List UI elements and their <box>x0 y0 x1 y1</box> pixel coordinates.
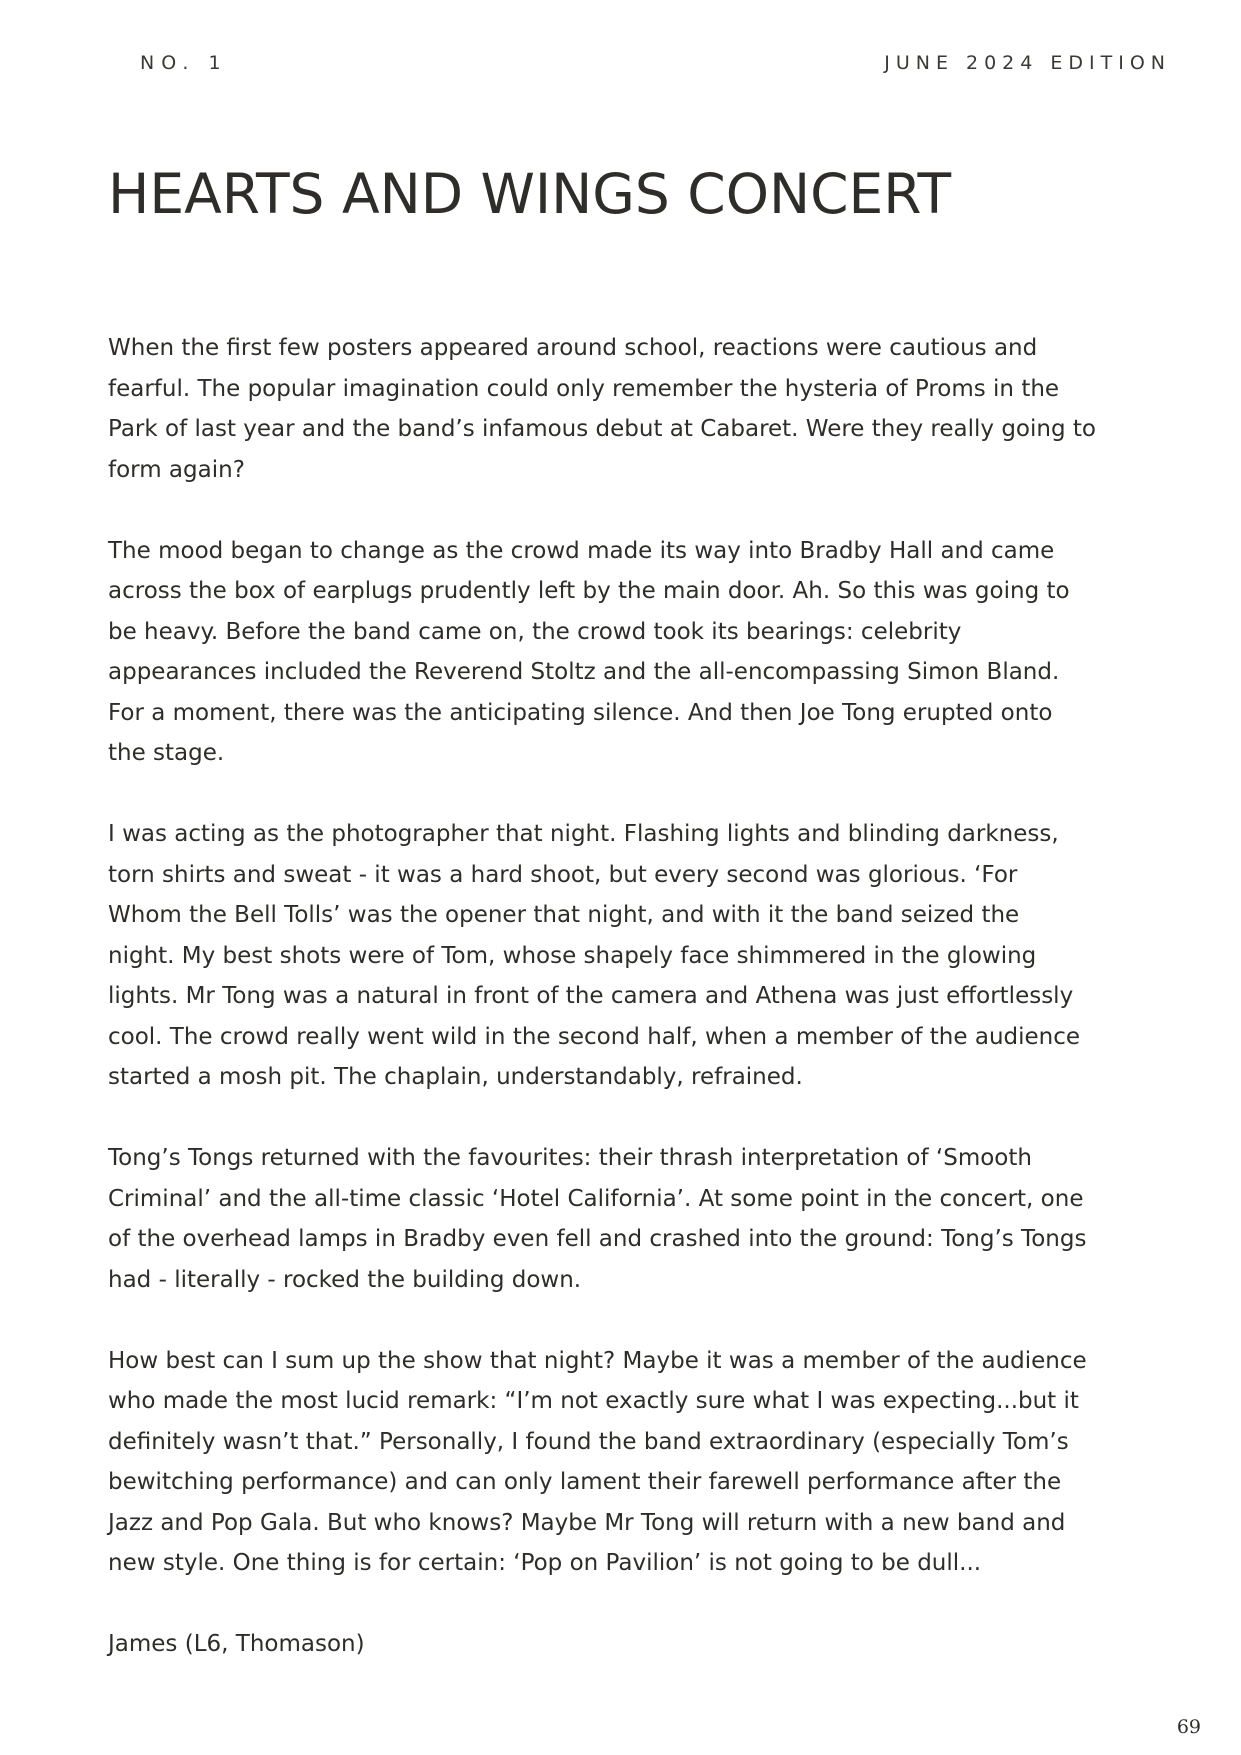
paragraph-line: Park of last year and the band’s infamous debut at Cabaret. Were they really going to <box>108 416 1096 442</box>
paragraph-line: of the overhead lamps in Bradby even fell and crashed into the ground: Tong’s Tongs <box>108 1226 1087 1252</box>
paragraph-5 <box>108 1341 1148 1584</box>
paragraph-line: Jazz and Pop Gala. But who knows? Maybe Mr Tong will return with a new band and <box>108 1509 1066 1536</box>
paragraph-line: across the box of earplugs prudently left by the main door. Ah. So this was going to <box>108 578 1070 604</box>
issue-number: NO. 1 <box>140 52 228 74</box>
paragraph-4 <box>108 1138 1148 1300</box>
paragraph-line: How best can I sum up the show that night? Maybe it was a member of the audience <box>108 1347 1087 1374</box>
paragraph-line: night. My best shots were of Tom, whose shapely face shimmered in the glowing <box>108 942 1037 969</box>
paragraph-line: bewitching performance) and can only lament their farewell performance after the <box>108 1469 1062 1495</box>
paragraph-line: definitely wasn’t that.” Personally, I found the band extraordinary (especially Tom’s <box>108 1428 1069 1455</box>
paragraph-line: who made the most lucid remark: “I’m not exactly sure what I was expecting...but it <box>108 1388 1079 1414</box>
paragraph-3 <box>108 814 1148 1098</box>
paragraph-line: cool. The crowd really went wild in the second half, when a member of the audience <box>108 1023 1081 1050</box>
paragraph-line: appearances included the Reverend Stoltz and the all-encompassing Simon Bland. <box>108 659 1060 685</box>
paragraph-line: the stage. <box>108 740 225 766</box>
article-title: HEARTS AND WINGS CONCERT <box>108 162 952 226</box>
page-number: 69 <box>1176 1716 1201 1738</box>
paragraph-line: form again? <box>108 456 245 483</box>
paragraph-1 <box>108 328 1148 490</box>
paragraph-line: The mood began to change as the crowd made its way into Bradby Hall and came <box>108 537 1055 564</box>
paragraph-line: Tong’s Tongs returned with the favourites: their thrash interpretation of ‘Smooth <box>108 1145 1032 1171</box>
paragraph-line: torn shirts and sweat - it was a hard shoot, but every second was glorious. ‘For <box>108 861 1018 888</box>
paragraph-line: new style. One thing is for certain: ‘Pop on Pavilion’ is not going to be dull... <box>108 1550 982 1576</box>
paragraph-line: fearful. The popular imagination could only remember the hysteria of Proms in the <box>108 375 1060 402</box>
paragraph-2 <box>108 531 1148 774</box>
paragraph-line: When the first few posters appeared around school, reactions were cautious and <box>108 335 1038 361</box>
paragraph-line: I was acting as the photographer that night. Flashing lights and blinding darkness, <box>108 821 1059 847</box>
paragraph-line: had - literally - rocked the building down. <box>108 1266 582 1293</box>
paragraph-line: For a moment, there was the anticipating silence. And then Joe Tong erupted onto <box>108 699 1053 726</box>
paragraph-line: Whom the Bell Tolls’ was the opener that night, and with it the band seized the <box>108 902 1020 928</box>
edition-label: JUNE 2024 EDITION <box>884 52 1171 74</box>
paragraph-line: Criminal’ and the all-time classic ‘Hotel California’. At some point in the concert, one <box>108 1185 1084 1212</box>
paragraph-line: started a mosh pit. The chaplain, understandably, refrained. <box>108 1064 803 1090</box>
article-body <box>108 328 1148 1665</box>
paragraph-line: be heavy. Before the band came on, the crowd took its bearings: celebrity <box>108 618 962 645</box>
paragraph-line: lights. Mr Tong was a natural in front of the camera and Athena was just effortlessly <box>108 983 1074 1009</box>
author-byline: James (L6, Thomason) <box>108 1631 365 1657</box>
